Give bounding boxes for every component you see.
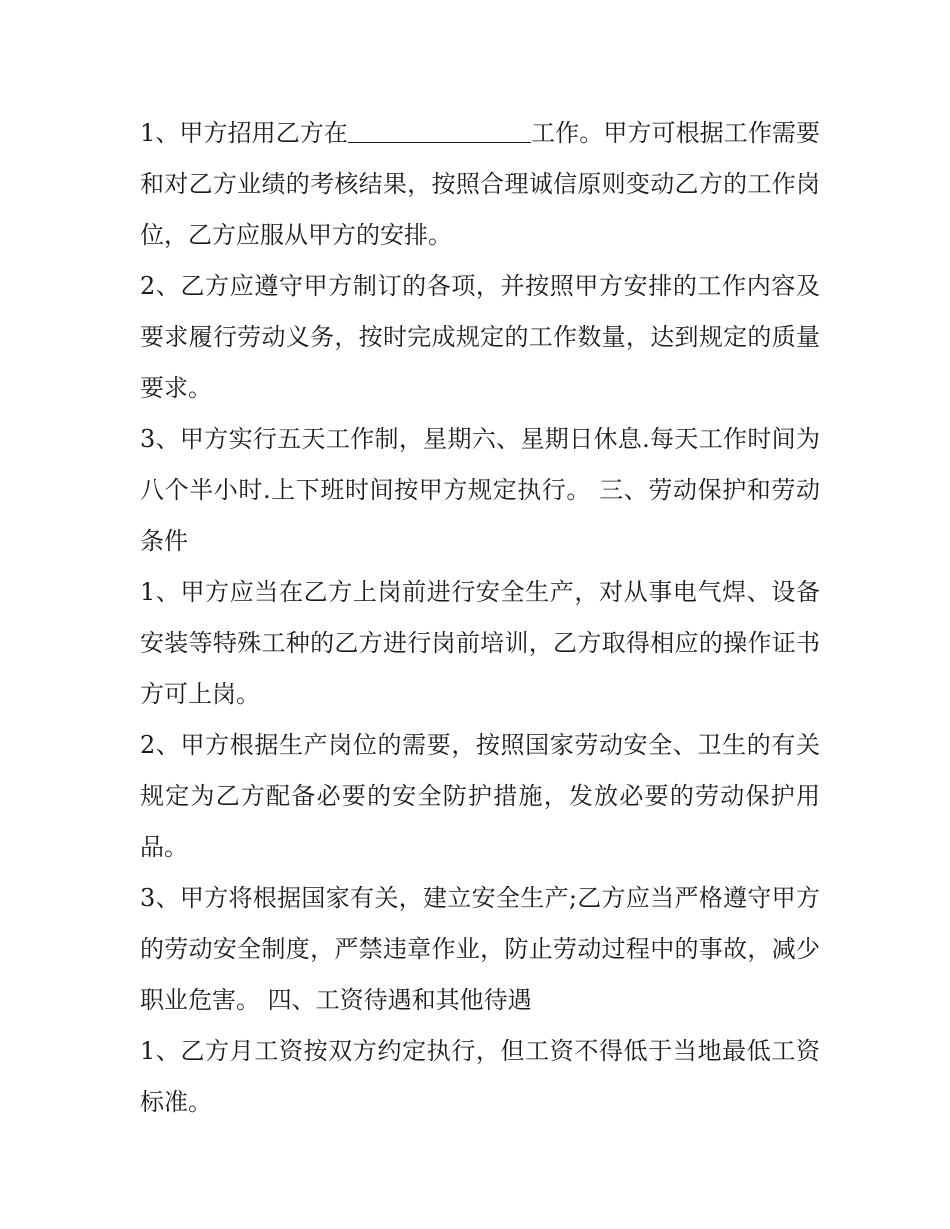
paragraph-1-before: 1、甲方招用乙方在 bbox=[140, 119, 349, 147]
fill-in-blank bbox=[348, 112, 531, 143]
paragraph-3: 3、甲方实行五天工作制，星期六、星期日休息.每天工作时间为八个半小时.上下班时间按甲方规定执行。 三、劳动保护和劳动条件 bbox=[140, 425, 820, 555]
paragraph-2: 2、乙方应遵守甲方制订的各项，并按照甲方安排的工作内容及要求履行劳动义务，按时完成规定的工作数量，达到规定的质量要求。 bbox=[140, 272, 820, 402]
paragraph-1 bbox=[140, 108, 820, 261]
paragraph-4: 1、甲方应当在乙方上岗前进行安全生产，对从事电气焊、设备安装等特殊工种的乙方进行岗前培训，乙方取得相应的操作证书方可上岗。 bbox=[140, 578, 820, 708]
paragraph-5: 2、甲方根据生产岗位的需要，按照国家劳动安全、卫生的有关规定为乙方配备必要的安全防护措施，发放必要的劳动保护用品。 bbox=[140, 731, 820, 861]
paragraph-1-after: 工作。甲方可根据工作需要和对乙方业绩的考核结果，按照合理诚信原则变动乙方的工作岗位，乙方应服从甲方的安排。 bbox=[140, 119, 820, 249]
document-body bbox=[140, 108, 820, 1128]
paragraph-6: 3、甲方将根据国家有关，建立安全生产;乙方应当严格遵守甲方的劳动安全制度，严禁违章作业，防止劳动过程中的事故，减少职业危害。 四、工资待遇和其他待遇 bbox=[140, 884, 820, 1014]
paragraph-7: 1、乙方月工资按双方约定执行，但工资不得低于当地最低工资标准。 bbox=[140, 1037, 820, 1116]
